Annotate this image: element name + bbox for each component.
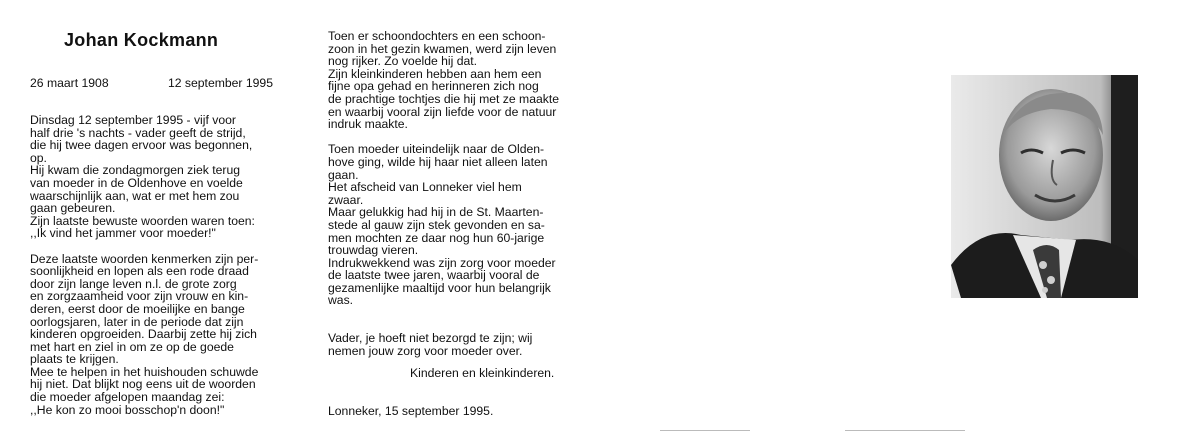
text-line: zwaar.: [328, 192, 364, 207]
text-line: Toen moeder uiteindelijk naar de Olden-: [328, 142, 545, 157]
text-line: nemen jouw zorg voor moeder over.: [328, 343, 523, 358]
text-line: de laatste twee jaren, waarbij vooral de: [328, 268, 540, 283]
text-line: en zorgzaamheid voor zijn vrouw en kin-: [30, 289, 249, 304]
text-line: Zijn kleinkinderen hebben aan hem een: [328, 66, 542, 81]
text-line: fijne opa gehad en herinneren zich nog: [328, 79, 539, 94]
text-line: Toen er schoondochters en een schoon-: [328, 29, 546, 43]
text-line: men mochten ze daar nog hun 60-jarige: [328, 230, 545, 245]
text-line: de prachtige tochtjes die hij met ze maakte: [328, 91, 560, 106]
portrait-icon: [951, 75, 1138, 298]
text-line: die hij twee dagen ervoor was begonnen,: [30, 138, 253, 153]
birth-date: 26 maart 1908: [30, 76, 109, 90]
text-line: met hart en ziel in om ze op de goede: [30, 339, 234, 354]
text-line: [328, 307, 559, 320]
text-line: gaan.: [328, 167, 359, 182]
text-line: op.: [30, 150, 47, 165]
text-line: Deze laatste woorden kenmerken zijn per-: [30, 251, 259, 266]
text-line: stede al gauw zijn stek gevonden en sa-: [328, 217, 545, 232]
text-line: oorlogsjaren, later in de periode dat zijn: [30, 314, 244, 329]
text-line: hove ging, wilde hij haar niet alleen laten: [328, 154, 548, 169]
text-line: trouwdag vieren.: [328, 243, 419, 258]
scan-edge-mark: [845, 430, 965, 431]
scan-edge-mark: [660, 430, 750, 431]
text-line: zoon in het gezin kwamen, werd zijn leven: [328, 41, 557, 56]
text-line: Vader, je hoeft niet bezorgd te zijn; wij: [328, 331, 533, 346]
text-line: soonlijkheid en lopen als een rode draad: [30, 264, 249, 279]
left-text-column: [30, 114, 258, 416]
text-line: die moeder afgelopen maandag zei:: [30, 390, 225, 405]
text-line: gezamenlijke maaltijd voor hun belangrijk: [328, 280, 551, 295]
text-line: indruk maakte.: [328, 117, 408, 132]
text-line: en waarbij vooral zijn liefde voor de natuur: [328, 104, 557, 119]
text-line: Maar gelukkig had hij in de St. Maarten-: [328, 205, 544, 220]
text-line: door zijn lange leven n.l. de grote zorg: [30, 276, 237, 291]
text-line: half drie 's nachts - vader geeft de strijd,: [30, 125, 246, 140]
text-line: Hij kwam die zondagmorgen ziek terug: [30, 163, 240, 178]
text-line: hij niet. Dat blijkt nog eens uit de woorden: [30, 377, 256, 392]
text-line: plaats te krijgen.: [30, 352, 119, 367]
place-date: Lonneker, 15 september 1995.: [328, 404, 494, 418]
text-line: gaan gebeuren.: [30, 201, 116, 216]
text-line: ,,Ik vind het jammer voor moeder!": [30, 226, 216, 241]
text-line: [30, 240, 258, 253]
death-date: 12 september 1995: [167, 76, 273, 90]
text-line: Indrukwekkend was zijn zorg voor moeder: [328, 255, 556, 270]
deceased-name: Johan Kockmann: [64, 30, 219, 50]
life-dates: [30, 76, 273, 90]
text-line: Het afscheid van Lonneker viel hem: [328, 180, 522, 195]
text-line: waarschijnlijk aan, wat er met hem zou: [30, 188, 240, 203]
text-line: Dinsdag 12 september 1995 - vijf voor: [30, 113, 236, 127]
text-line: van moeder in de Oldenhove en voelde: [30, 175, 243, 190]
text-line: Zijn laatste bewuste woorden waren toen:: [30, 213, 255, 228]
middle-text-column: [328, 30, 559, 357]
portrait-photo: [951, 75, 1138, 298]
text-line: Mee te helpen in het huishouden schuwde: [30, 364, 259, 379]
text-line: ,,He kon zo mooi bosschop'n doon!": [30, 402, 225, 417]
text-line: kinderen opgroeiden. Daarbij zette hij zich: [30, 327, 257, 342]
text-line: nog rijker. Zo voelde hij dat.: [328, 54, 478, 69]
text-line: was.: [328, 293, 354, 308]
text-line: deren, eerst door de moeilijke en bange: [30, 301, 245, 316]
signature: Kinderen en kleinkinderen.: [410, 366, 555, 380]
